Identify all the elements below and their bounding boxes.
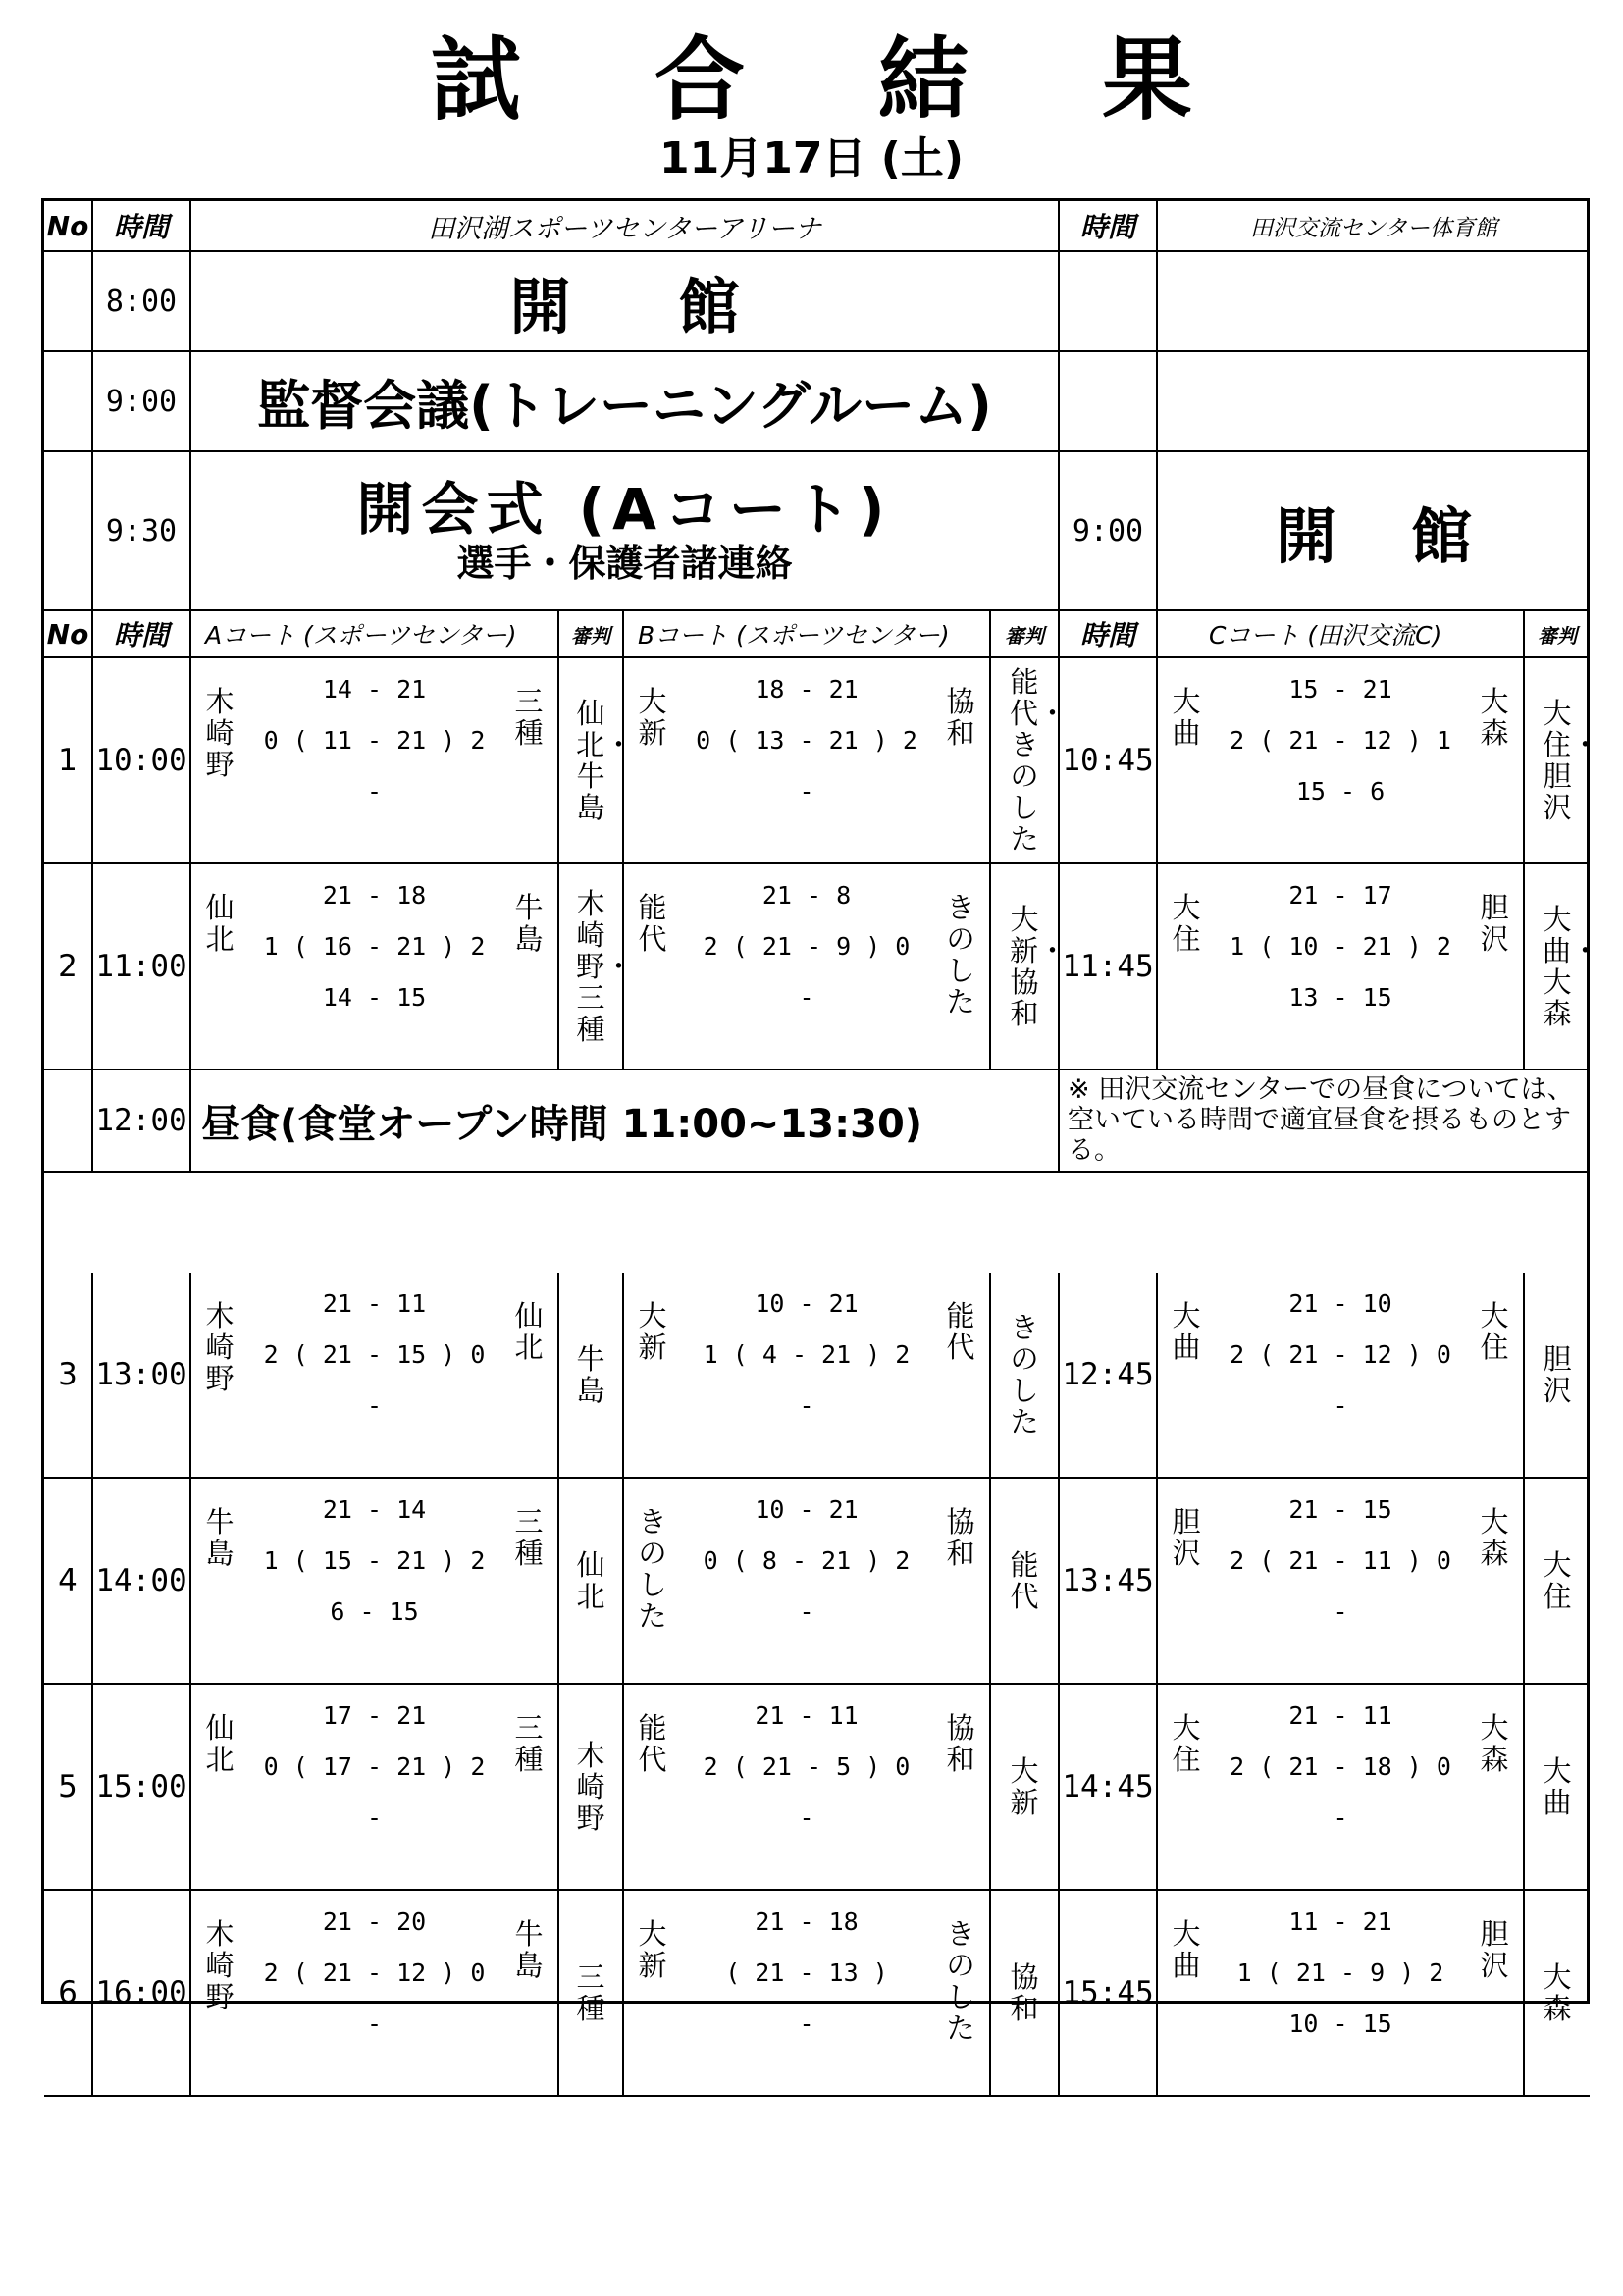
row-time: 8:00: [93, 252, 191, 352]
set-score-line-2: ( 21 - 13 ): [725, 1958, 888, 1987]
set-score-line-3: 10 - 15: [1288, 2009, 1392, 2038]
team-right: 胆沢: [1480, 891, 1509, 956]
set-score-line-1: 21 - 18: [322, 881, 427, 910]
team-right: 協和: [946, 1711, 975, 1776]
empty-cell: [1060, 352, 1158, 452]
referee-a-text: 木崎野・三種: [576, 887, 634, 1046]
row-time-2: 9:00: [1060, 452, 1158, 611]
set-score-line-2: 2 ( 21 - 5 ) 0: [703, 1752, 911, 1781]
match-no: 3: [44, 1273, 93, 1479]
set-scores: [235, 1691, 514, 1844]
header-venue-sub: 田沢交流センター体育館: [1158, 201, 1590, 252]
team-left: きのした: [638, 1505, 667, 1633]
team-left: 大新: [638, 1917, 667, 1982]
court-a-match: [191, 1891, 559, 2097]
referee-b: [991, 864, 1068, 1070]
match-time: 13:00: [93, 1273, 191, 1479]
header-no: No: [44, 201, 93, 252]
team-right: 三種: [514, 685, 544, 750]
header-court-a: Aコート (スポーツセンター): [191, 611, 559, 658]
referee-b-text: 能代・きのした: [1010, 665, 1068, 856]
header-court-c: Cコート (田沢交流C): [1158, 611, 1525, 658]
team-right: 牛島: [514, 1917, 544, 1982]
set-scores: [667, 1691, 946, 1844]
court-b-match: [624, 1273, 991, 1479]
set-score-line-2: 2 ( 21 - 12 ) 0: [1230, 1340, 1451, 1369]
set-score-line-2: 0 ( 17 - 21 ) 2: [263, 1752, 486, 1781]
set-score-line-3: 15 - 6: [1295, 777, 1386, 806]
referee-c: [1525, 1479, 1590, 1685]
lunch-time: 12:00: [93, 1070, 191, 1173]
team-right: 仙北: [514, 1299, 544, 1364]
team-left: 仙北: [205, 1711, 235, 1776]
set-score-line-3: -: [366, 777, 383, 806]
referee-a-text: 三種: [576, 1960, 605, 2025]
team-right: 三種: [514, 1505, 544, 1570]
set-score-line-3: -: [799, 1391, 814, 1420]
team-right: 大森: [1480, 1505, 1509, 1570]
set-scores: [667, 870, 946, 1023]
set-score-line-3: 13 - 15: [1288, 983, 1392, 1012]
set-score-line-1: 21 - 20: [322, 1907, 427, 1936]
team-right: 牛島: [514, 891, 544, 956]
referee-a-text: 仙北: [576, 1548, 605, 1613]
row-no-empty: [44, 1070, 93, 1173]
row-time: 9:00: [93, 352, 191, 452]
ceremony-title: 開会式 (Aコート): [356, 476, 893, 543]
match-time: 15:00: [93, 1685, 191, 1891]
set-scores: [235, 1897, 514, 2050]
match-no: 4: [44, 1479, 93, 1685]
court-c-match: [1158, 1273, 1525, 1479]
referee-c: [1525, 1273, 1590, 1479]
referee-a: [559, 658, 634, 864]
managers-meeting-text: 監督会議(トレーニングルーム): [191, 352, 1060, 452]
referee-a: [559, 1685, 624, 1891]
referee-b-text: きのした: [1010, 1311, 1039, 1438]
team-right: 大住: [1480, 1299, 1509, 1364]
team-right: きのした: [946, 891, 975, 1018]
set-score-line-2: 2 ( 21 - 11 ) 0: [1230, 1546, 1451, 1575]
court-a-match: [191, 864, 559, 1070]
set-score-line-3: -: [1333, 1803, 1348, 1832]
referee-b-text: 協和: [1010, 1960, 1039, 2025]
court-c-match: [1158, 864, 1525, 1070]
court-b-match: [624, 1891, 991, 2097]
set-score-line-1: 21 - 17: [1288, 881, 1392, 910]
team-left: 大曲: [1172, 1299, 1201, 1364]
set-score-line-2: 1 ( 15 - 21 ) 2: [263, 1546, 486, 1575]
set-score-line-1: 10 - 21: [755, 1495, 859, 1524]
set-score-line-2: 1 ( 10 - 21 ) 2: [1230, 932, 1451, 961]
match-no: 6: [44, 1891, 93, 2097]
match-no: 1: [44, 658, 93, 864]
court-c-match: [1158, 1479, 1525, 1685]
opening-text-2: 開館: [1158, 452, 1590, 611]
referee-b-text: 能代: [1010, 1548, 1039, 1613]
header-time-2: 時間: [1060, 611, 1158, 658]
set-score-line-1: 14 - 21: [322, 675, 427, 704]
set-score-line-1: 11 - 21: [1288, 1907, 1392, 1936]
set-scores: [667, 664, 946, 817]
header-no: No: [44, 611, 93, 658]
row-no-empty: [44, 452, 93, 611]
referee-a: [559, 864, 634, 1070]
empty-cell: [1060, 252, 1158, 352]
team-left: 木崎野: [205, 1299, 235, 1395]
referee-b: [991, 1685, 1060, 1891]
referee-b: [991, 1479, 1060, 1685]
set-score-line-3: -: [1333, 1597, 1348, 1626]
match-time-c: 11:45: [1060, 864, 1158, 1070]
set-score-line-3: 14 - 15: [322, 983, 427, 1012]
lunch-text: 昼食(食堂オープン時間 11:00~13:30): [191, 1070, 1060, 1173]
court-b-match: [624, 1685, 991, 1891]
set-score-line-1: 21 - 14: [322, 1495, 427, 1524]
referee-c: [1525, 1685, 1590, 1891]
set-score-line-1: 17 - 21: [322, 1701, 427, 1730]
team-left: 大曲: [1172, 685, 1201, 750]
referee-b: [991, 658, 1068, 864]
court-a-match: [191, 1273, 559, 1479]
set-scores: [1201, 664, 1480, 817]
match-time: 14:00: [93, 1479, 191, 1685]
referee-c-text: 大曲・大森: [1543, 903, 1600, 1030]
court-b-match: [624, 864, 991, 1070]
event-date: 11月17日 (土): [659, 133, 964, 183]
set-score-line-3: -: [366, 1803, 383, 1832]
team-right: 能代: [946, 1299, 975, 1364]
set-score-line-1: 21 - 11: [755, 1701, 859, 1730]
team-left: 大住: [1172, 1711, 1201, 1776]
header-time-2: 時間: [1060, 201, 1158, 252]
header-time: 時間: [93, 201, 191, 252]
referee-a: [559, 1479, 624, 1685]
set-scores: [1201, 1897, 1480, 2050]
set-score-line-1: 18 - 21: [755, 675, 859, 704]
referee-b: [991, 1891, 1060, 2097]
set-scores: [235, 870, 514, 1023]
header-ref-c: 審判: [1525, 611, 1590, 658]
set-scores: [235, 1485, 514, 1638]
set-score-line-1: 21 - 10: [1288, 1289, 1392, 1318]
team-right: 三種: [514, 1711, 544, 1776]
set-scores: [667, 1897, 946, 2050]
set-score-line-2: 2 ( 21 - 15 ) 0: [263, 1340, 486, 1369]
referee-c: [1525, 1891, 1590, 2097]
set-score-line-1: 21 - 15: [1288, 1495, 1392, 1524]
set-scores: [235, 664, 514, 817]
team-left: 胆沢: [1172, 1505, 1201, 1570]
set-score-line-3: -: [799, 1803, 814, 1832]
team-left: 大新: [638, 685, 667, 750]
match-time: 16:00: [93, 1891, 191, 2097]
team-left: 木崎野: [205, 1917, 235, 2013]
set-score-line-2: 0 ( 8 - 21 ) 2: [703, 1546, 911, 1575]
set-score-line-3: -: [799, 777, 814, 806]
match-time-c: 10:45: [1060, 658, 1158, 864]
team-left: 大新: [638, 1299, 667, 1364]
match-time: 11:00: [93, 864, 191, 1070]
match-no: 5: [44, 1685, 93, 1891]
referee-a: [559, 1273, 624, 1479]
court-a-match: [191, 1685, 559, 1891]
set-scores: [1201, 1485, 1480, 1638]
team-left: 仙北: [205, 891, 235, 956]
referee-a-text: 木崎野: [576, 1739, 605, 1835]
court-a-match: [191, 1479, 559, 1685]
page-title: 試 合 結 果: [430, 27, 1244, 132]
referee-c: [1525, 658, 1600, 864]
team-left: 大曲: [1172, 1917, 1201, 1982]
referee-a-text: 仙北・牛島: [576, 697, 634, 824]
set-score-line-1: 21 - 18: [755, 1907, 859, 1936]
ceremony-subtitle: 選手・保護者諸連絡: [456, 542, 793, 585]
set-score-line-3: -: [366, 2009, 383, 2038]
set-score-line-2: 2 ( 21 - 18 ) 0: [1230, 1752, 1451, 1781]
referee-c-text: 大曲: [1543, 1754, 1572, 1819]
row-time: 9:30: [93, 452, 191, 611]
team-left: 木崎野: [205, 685, 235, 781]
referee-b-text: 大新: [1010, 1754, 1039, 1819]
team-right: 胆沢: [1480, 1917, 1509, 1982]
set-score-line-3: -: [799, 983, 814, 1012]
team-right: 協和: [946, 1505, 975, 1570]
set-score-line-1: 10 - 21: [755, 1289, 859, 1318]
set-score-line-2: 2 ( 21 - 9 ) 0: [703, 932, 911, 961]
match-time: 10:00: [93, 658, 191, 864]
set-score-line-1: 21 - 11: [1288, 1701, 1392, 1730]
match-time-c: 12:45: [1060, 1273, 1158, 1479]
set-score-line-3: -: [799, 2009, 814, 2038]
referee-c-text: 大森: [1543, 1960, 1572, 2025]
set-score-line-3: -: [366, 1391, 383, 1420]
referee-c: [1525, 864, 1600, 1070]
referee-b: [991, 1273, 1060, 1479]
set-score-line-2: 0 ( 13 - 21 ) 2: [696, 726, 917, 755]
team-right: きのした: [946, 1917, 975, 2045]
set-score-line-3: -: [799, 1597, 814, 1626]
team-right: 協和: [946, 685, 975, 750]
set-score-line-3: 6 - 15: [330, 1597, 419, 1626]
team-left: 能代: [638, 1711, 667, 1776]
opening-ceremony: [191, 452, 1060, 611]
referee-c-text: 大住: [1543, 1548, 1572, 1613]
set-score-line-2: 0 ( 11 - 21 ) 2: [263, 726, 486, 755]
match-no: 2: [44, 864, 93, 1070]
set-score-line-1: 21 - 8: [761, 881, 852, 910]
results-table: [41, 198, 1600, 2045]
referee-a-text: 牛島: [576, 1342, 605, 1407]
row-no-empty: [44, 252, 93, 352]
row-no-empty: [44, 352, 93, 452]
set-scores: [1201, 1691, 1480, 1844]
court-a-match: [191, 658, 559, 864]
set-score-line-2: 2 ( 21 - 12 ) 0: [263, 1958, 486, 1987]
set-score-line-1: 15 - 21: [1288, 675, 1392, 704]
team-left: 能代: [638, 891, 667, 956]
court-c-match: [1158, 1685, 1525, 1891]
set-score-line-2: 1 ( 21 - 9 ) 2: [1236, 1958, 1444, 1987]
opening-text: 開館: [191, 252, 1060, 352]
team-right: 大森: [1480, 685, 1509, 750]
referee-b-text: 大新・協和: [1010, 903, 1068, 1030]
header-ref-a: 審判: [559, 611, 624, 658]
set-scores: [1201, 1278, 1480, 1432]
team-left: 牛島: [205, 1505, 235, 1570]
header-venue-main: 田沢湖スポーツセンターアリーナ: [191, 201, 1060, 252]
court-c-match: [1158, 658, 1525, 864]
set-score-line-1: 21 - 11: [322, 1289, 427, 1318]
set-scores: [667, 1485, 946, 1638]
set-scores: [667, 1278, 946, 1432]
court-b-match: [624, 1479, 991, 1685]
empty-cell: [1158, 252, 1590, 352]
set-score-line-2: 2 ( 21 - 12 ) 1: [1230, 726, 1451, 755]
court-c-match: [1158, 1891, 1525, 2097]
referee-a: [559, 1891, 624, 2097]
match-time-c: 15:45: [1060, 1891, 1158, 2097]
team-left: 大住: [1172, 891, 1201, 956]
match-time-c: 13:45: [1060, 1479, 1158, 1685]
header-time: 時間: [93, 611, 191, 658]
lunch-note: ※ 田沢交流センターでの昼食については、空いている時間で適宜昼食を摂るものとする。: [1060, 1070, 1590, 1173]
referee-c-text: 大住・胆沢: [1543, 697, 1600, 824]
empty-cell: [1158, 352, 1590, 452]
match-time-c: 14:45: [1060, 1685, 1158, 1891]
header-ref-b: 審判: [991, 611, 1060, 658]
set-scores: [1201, 870, 1480, 1023]
referee-c-text: 胆沢: [1543, 1342, 1572, 1407]
set-scores: [235, 1278, 514, 1432]
team-right: 大森: [1480, 1711, 1509, 1776]
court-b-match: [624, 658, 991, 864]
set-score-line-2: 1 ( 4 - 21 ) 2: [703, 1340, 911, 1369]
set-score-line-3: -: [1333, 1391, 1348, 1420]
set-score-line-2: 1 ( 16 - 21 ) 2: [263, 932, 486, 961]
header-court-b: Bコート (スポーツセンター): [624, 611, 991, 658]
